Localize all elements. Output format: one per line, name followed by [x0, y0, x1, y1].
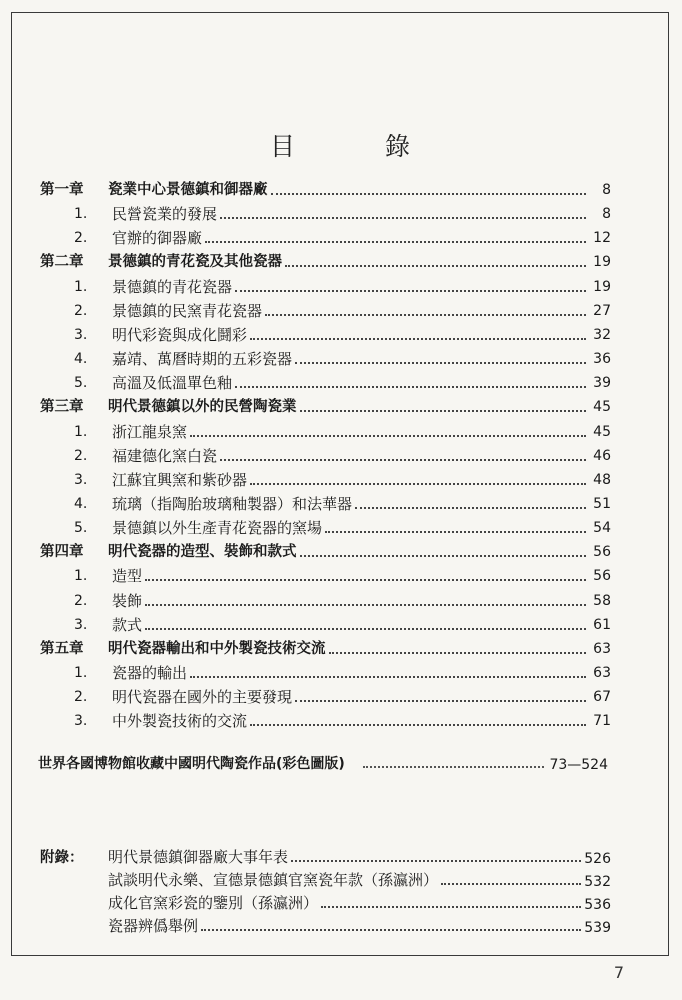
appendix-title: 成化官窯彩瓷的鑒別（孫瀛洲）: [108, 894, 319, 912]
toc-page: 56: [593, 568, 611, 585]
toc-page: 36: [593, 351, 611, 368]
toc-chapter-row[interactable]: [40, 250, 611, 272]
toc-section-row[interactable]: [40, 492, 611, 514]
appendix-page: 532: [584, 874, 611, 890]
dot-leader: [250, 336, 586, 340]
toc-section-row[interactable]: [40, 371, 611, 393]
toc-title: 浙江龍泉窯: [112, 422, 188, 441]
dot-leader: [250, 722, 586, 726]
toc-page: 71: [593, 713, 611, 730]
toc-section-row[interactable]: [40, 564, 611, 586]
dot-leader: [235, 288, 586, 292]
dot-leader: [329, 650, 587, 654]
toc-page: 63: [593, 640, 611, 657]
toc-page: 58: [593, 592, 611, 609]
toc-number: 3.: [74, 471, 88, 488]
toc-number: 1.: [74, 278, 88, 295]
toc-section-row[interactable]: [40, 347, 611, 369]
dot-leader: [145, 626, 586, 630]
toc-title: 官辦的御器廠: [112, 229, 203, 248]
toc-section-row[interactable]: [40, 685, 611, 707]
dot-leader: [295, 698, 586, 702]
toc-title: 明代彩瓷與成化鬪彩: [112, 325, 248, 344]
toc-number: 5.: [74, 520, 88, 537]
toc-page: 46: [593, 447, 611, 464]
dot-leader: [201, 927, 581, 931]
toc-page: 27: [593, 302, 611, 319]
toc-number: 1.: [74, 423, 88, 440]
title-char-2: 錄: [385, 132, 413, 161]
toc-page: 48: [593, 471, 611, 488]
toc-section-row[interactable]: [40, 661, 611, 683]
toc-page: 54: [593, 520, 611, 537]
dot-leader: [250, 481, 586, 485]
toc-chapter-row[interactable]: [40, 395, 611, 417]
appendix-page: 536: [584, 897, 611, 913]
toc-title: 明代瓷器在國外的主要發現: [112, 688, 293, 707]
toc-number: 3.: [74, 713, 88, 730]
toc-title: 景德鎮的青花瓷器: [112, 277, 233, 296]
appendix-title: 明代景德鎮御器廠大事年表: [108, 848, 289, 866]
toc-chapter-row[interactable]: [40, 540, 611, 562]
toc-number: 3.: [74, 326, 88, 343]
dot-leader: [220, 457, 586, 461]
toc-number: 第五章: [40, 640, 84, 657]
plates-entry-title: 世界各國博物館收藏中國明代陶瓷作品(彩色圖版): [38, 756, 345, 772]
toc-title: 明代瓷器的造型、裝飾和款式: [108, 544, 297, 561]
appendix-row[interactable]: [40, 914, 611, 936]
toc-title: 江蘇宜興窯和紫砂器: [112, 470, 248, 489]
page-number: 7: [613, 963, 624, 982]
toc-chapter-row[interactable]: [40, 178, 611, 200]
appendix-row[interactable]: [40, 891, 611, 913]
toc-page: 63: [593, 665, 611, 681]
toc-section-row[interactable]: [40, 444, 611, 466]
toc-title: 高溫及低溫單色釉: [112, 374, 233, 393]
dot-leader: [295, 360, 586, 364]
toc-number: 4.: [74, 351, 88, 368]
appendix-row[interactable]: [40, 868, 611, 890]
toc-title: 瓷業中心景德鎮和御器廠: [108, 182, 268, 198]
toc-number: 2.: [74, 302, 88, 319]
dot-leader: [300, 553, 587, 557]
toc-title: 明代瓷器輸出和中外製瓷技術交流: [108, 640, 326, 657]
plates-entry[interactable]: [38, 751, 608, 773]
toc-title: 明代景德鎮以外的民營陶瓷業: [108, 399, 297, 416]
toc-page: 51: [593, 495, 611, 512]
dot-leader: [265, 312, 586, 316]
toc-section-row[interactable]: [40, 468, 611, 490]
toc-section-row[interactable]: [40, 420, 611, 442]
dot-leader: [441, 881, 581, 885]
toc-section-row[interactable]: [40, 275, 611, 297]
toc-page: 45: [593, 399, 611, 416]
toc-title: 瓷器的輸出: [112, 664, 188, 682]
toc-number: 2.: [74, 230, 88, 247]
dot-leader: [285, 263, 586, 267]
toc-section-row[interactable]: [40, 226, 611, 248]
toc-title: 琉璃（指陶胎玻璃釉製器）和法華器: [112, 494, 353, 513]
toc-number: 2.: [74, 592, 88, 609]
toc-title: 裝飾: [112, 591, 143, 610]
toc-number: 第二章: [40, 254, 84, 271]
toc-number: 第四章: [40, 544, 84, 561]
toc-page: 45: [593, 423, 611, 440]
toc-number: 1.: [74, 206, 88, 223]
dot-leader: [205, 239, 586, 243]
plates-entry-page: 73—524: [549, 757, 608, 773]
toc-section-row[interactable]: [40, 709, 611, 731]
toc-section-row[interactable]: [40, 202, 611, 224]
toc-section-row[interactable]: [40, 516, 611, 538]
toc-title: 福建德化窯白瓷: [112, 446, 218, 465]
dot-leader: [300, 408, 587, 412]
toc-page: 67: [593, 689, 611, 706]
toc-number: 2.: [74, 689, 88, 706]
toc-title: 款式: [112, 615, 143, 634]
toc-page: 39: [593, 375, 611, 392]
toc-number: 1.: [74, 568, 88, 585]
dot-leader: [190, 433, 586, 437]
toc-number: 2.: [74, 447, 88, 464]
dot-leader: [220, 215, 586, 219]
toc-title: 中外製瓷技術的交流: [112, 712, 248, 731]
dot-leader: [271, 191, 587, 195]
appendix-page: 526: [584, 851, 611, 867]
toc-number: 1.: [74, 665, 88, 681]
appendix-title: 試談明代永樂、宣德景德鎮官窯瓷年款（孫瀛洲）: [108, 871, 439, 889]
toc-title: 景德鎮的青花瓷及其他瓷器: [108, 254, 282, 271]
dot-leader: [325, 529, 586, 533]
toc-chapter-row[interactable]: [40, 637, 611, 659]
dot-leader: [145, 602, 586, 606]
dot-leader: [145, 577, 586, 581]
toc-section-row[interactable]: [40, 299, 611, 321]
toc-page: 56: [593, 544, 611, 561]
toc-title: 景德鎮的民窯青花瓷器: [112, 301, 263, 320]
toc-page: 8: [602, 206, 611, 223]
toc-page: 19: [593, 254, 611, 271]
toc-number: 第三章: [40, 399, 84, 416]
toc-page: 19: [593, 278, 611, 295]
title-char-1: 目: [269, 132, 297, 161]
dot-leader: [363, 764, 545, 768]
toc-page: 61: [593, 616, 611, 633]
toc-page: 32: [593, 326, 611, 343]
toc-title: 景德鎮以外生產青花瓷器的窯場: [112, 519, 323, 538]
dot-leader: [355, 505, 586, 509]
appendix-row[interactable]: [40, 845, 611, 867]
toc-number: 5.: [74, 375, 88, 392]
toc-number: 4.: [74, 495, 88, 512]
toc-title: 造型: [112, 567, 143, 586]
dot-leader: [190, 674, 586, 678]
toc-title: 嘉靖、萬曆時期的五彩瓷器: [112, 350, 293, 369]
toc-number: 3.: [74, 616, 88, 633]
appendix-label: 附錄：: [40, 850, 84, 866]
toc-section-row[interactable]: [40, 589, 611, 611]
appendix-title: 瓷器辨僞舉例: [108, 917, 199, 935]
toc-section-row[interactable]: [40, 613, 611, 635]
toc-title: 民營瓷業的發展: [112, 205, 218, 224]
dot-leader: [291, 858, 581, 862]
toc-section-row[interactable]: [40, 323, 611, 345]
dot-leader: [321, 904, 581, 908]
toc-page: 12: [593, 230, 611, 247]
dot-leader: [235, 384, 586, 388]
appendix-page: 539: [584, 920, 611, 936]
toc-number: 第一章: [40, 182, 84, 198]
toc-page: 8: [602, 182, 611, 198]
